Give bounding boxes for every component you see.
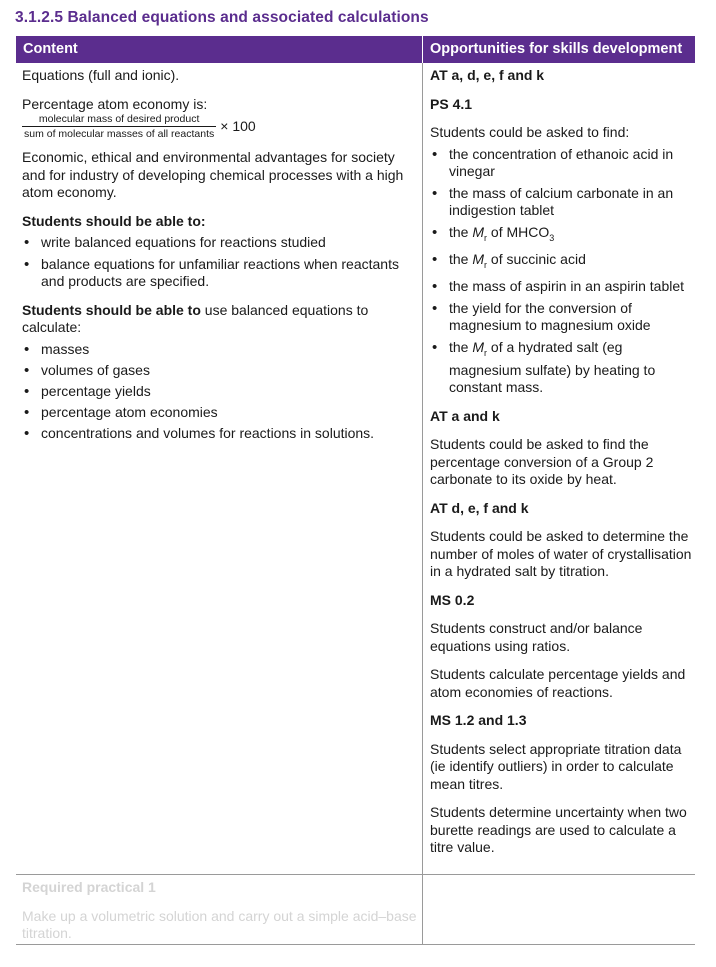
list-item: • percentage yields xyxy=(22,383,417,401)
mr-prefix: the xyxy=(449,338,473,355)
fraction-numerator: molecular mass of desired product xyxy=(22,113,216,127)
skills-column-header: Opportunities for skills development xyxy=(423,36,695,63)
mr-subscript: r xyxy=(484,259,488,270)
able2-rest: use balanced equations to calculate: xyxy=(22,301,369,335)
list-item xyxy=(430,339,692,397)
list-item: • the yield for the conversion of magnesium to magnesium oxide xyxy=(430,300,692,335)
atom-economy-fraction xyxy=(22,113,216,140)
list-item xyxy=(430,251,692,274)
list-item: • the concentration of ethanoic acid in vinegar xyxy=(430,146,692,181)
at2-text: Students could be asked to find the percentage conversion of a Group 2 carbonate to its oxide by heat. xyxy=(430,436,654,488)
mhco-text: of MHCO xyxy=(487,223,550,240)
at-label-3: AT d, e, f and k xyxy=(430,499,529,516)
list-item: • volumes of gases xyxy=(22,362,417,380)
equations-text: Equations (full and ionic). xyxy=(22,67,180,83)
list-item: • concentrations and volumes for reactions in solutions. xyxy=(22,425,417,443)
table-bottom-rule xyxy=(16,944,695,945)
ms1-text-2: Students calculate percentage yields and atom economies of reactions. xyxy=(430,666,686,700)
list-item: • the mass of calcium carbonate in an indigestion tablet xyxy=(430,185,692,220)
ms-label-1: MS 0.2 xyxy=(430,591,475,608)
ms2-text-1: Students select appropriate titration data (ie identify outliers) in order to calculate mean titres. xyxy=(430,740,682,792)
mr-symbol: M xyxy=(472,250,485,267)
list-item xyxy=(430,224,692,247)
hydrated-text: of a hydrated salt (eg magnesium sulfate) by heating to constant mass. xyxy=(449,338,656,396)
row-divider xyxy=(16,874,695,875)
at-label-1: AT a, d, e, f and k xyxy=(430,67,545,83)
list-item: • balance equations for unfamiliar reactions when reactants and products are specified. xyxy=(22,256,417,291)
find-intro: Students could be asked to find: xyxy=(430,124,630,140)
skills-column xyxy=(430,67,692,857)
atom-economy-intro: Percentage atom economy is: xyxy=(22,95,208,112)
list-item: • masses xyxy=(22,341,417,359)
able-heading: Students should be able to: xyxy=(22,212,206,229)
able2-bold: Students should be able to xyxy=(22,301,201,318)
ps-label: PS 4.1 xyxy=(430,95,473,112)
ms-label-2: MS 1.2 and 1.3 xyxy=(430,712,527,729)
fraction-denominator: sum of molecular masses of all reactants xyxy=(24,128,215,140)
content-column-header: Content xyxy=(16,36,422,63)
practical-text: Make up a volumetric solution and carry out a simple acid–base titration. xyxy=(22,907,417,941)
mr-symbol: M xyxy=(472,338,485,355)
fraction-multiplier: × 100 xyxy=(220,117,256,134)
mr-subscript: r xyxy=(484,347,488,358)
list-item: • the mass of aspirin in an aspirin tablet xyxy=(430,278,692,296)
calc-list xyxy=(22,341,417,443)
column-divider xyxy=(422,63,423,945)
find-list xyxy=(430,146,692,397)
list-item: • percentage atom economies xyxy=(22,404,417,422)
succinic-text: of succinic acid xyxy=(487,250,586,267)
required-practical-cell xyxy=(22,879,417,943)
advantages-text: Economic, ethical and environmental advantages for society and for industry of developing chemical processes with a high atom economy. xyxy=(22,149,404,200)
content-column xyxy=(22,67,417,442)
ms1-text-1: Students construct and/or balance equations using ratios. xyxy=(430,620,643,654)
mr-prefix: the xyxy=(449,250,473,267)
at3-text: Students could be asked to determine the number of moles of water of crystallisation in a hydrated salt by titration. xyxy=(430,528,692,580)
ms2-text-2: Students determine uncertainty when two burette readings are used to calculate a titre value. xyxy=(430,804,687,856)
able-list xyxy=(22,234,417,291)
able2-text xyxy=(22,302,417,337)
mr-symbol: M xyxy=(472,223,485,240)
atom-economy-formula xyxy=(22,113,417,140)
section-heading: 3.1.2.5 Balanced equations and associated calculations xyxy=(15,9,429,26)
at-label-2: AT a and k xyxy=(430,407,500,424)
list-item: • write balanced equations for reactions studied xyxy=(22,234,417,252)
practical-title: Required practical 1 xyxy=(22,879,156,895)
mhco-subscript: 3 xyxy=(549,232,555,243)
mr-subscript: r xyxy=(484,232,488,243)
mr-prefix: the xyxy=(449,223,473,240)
